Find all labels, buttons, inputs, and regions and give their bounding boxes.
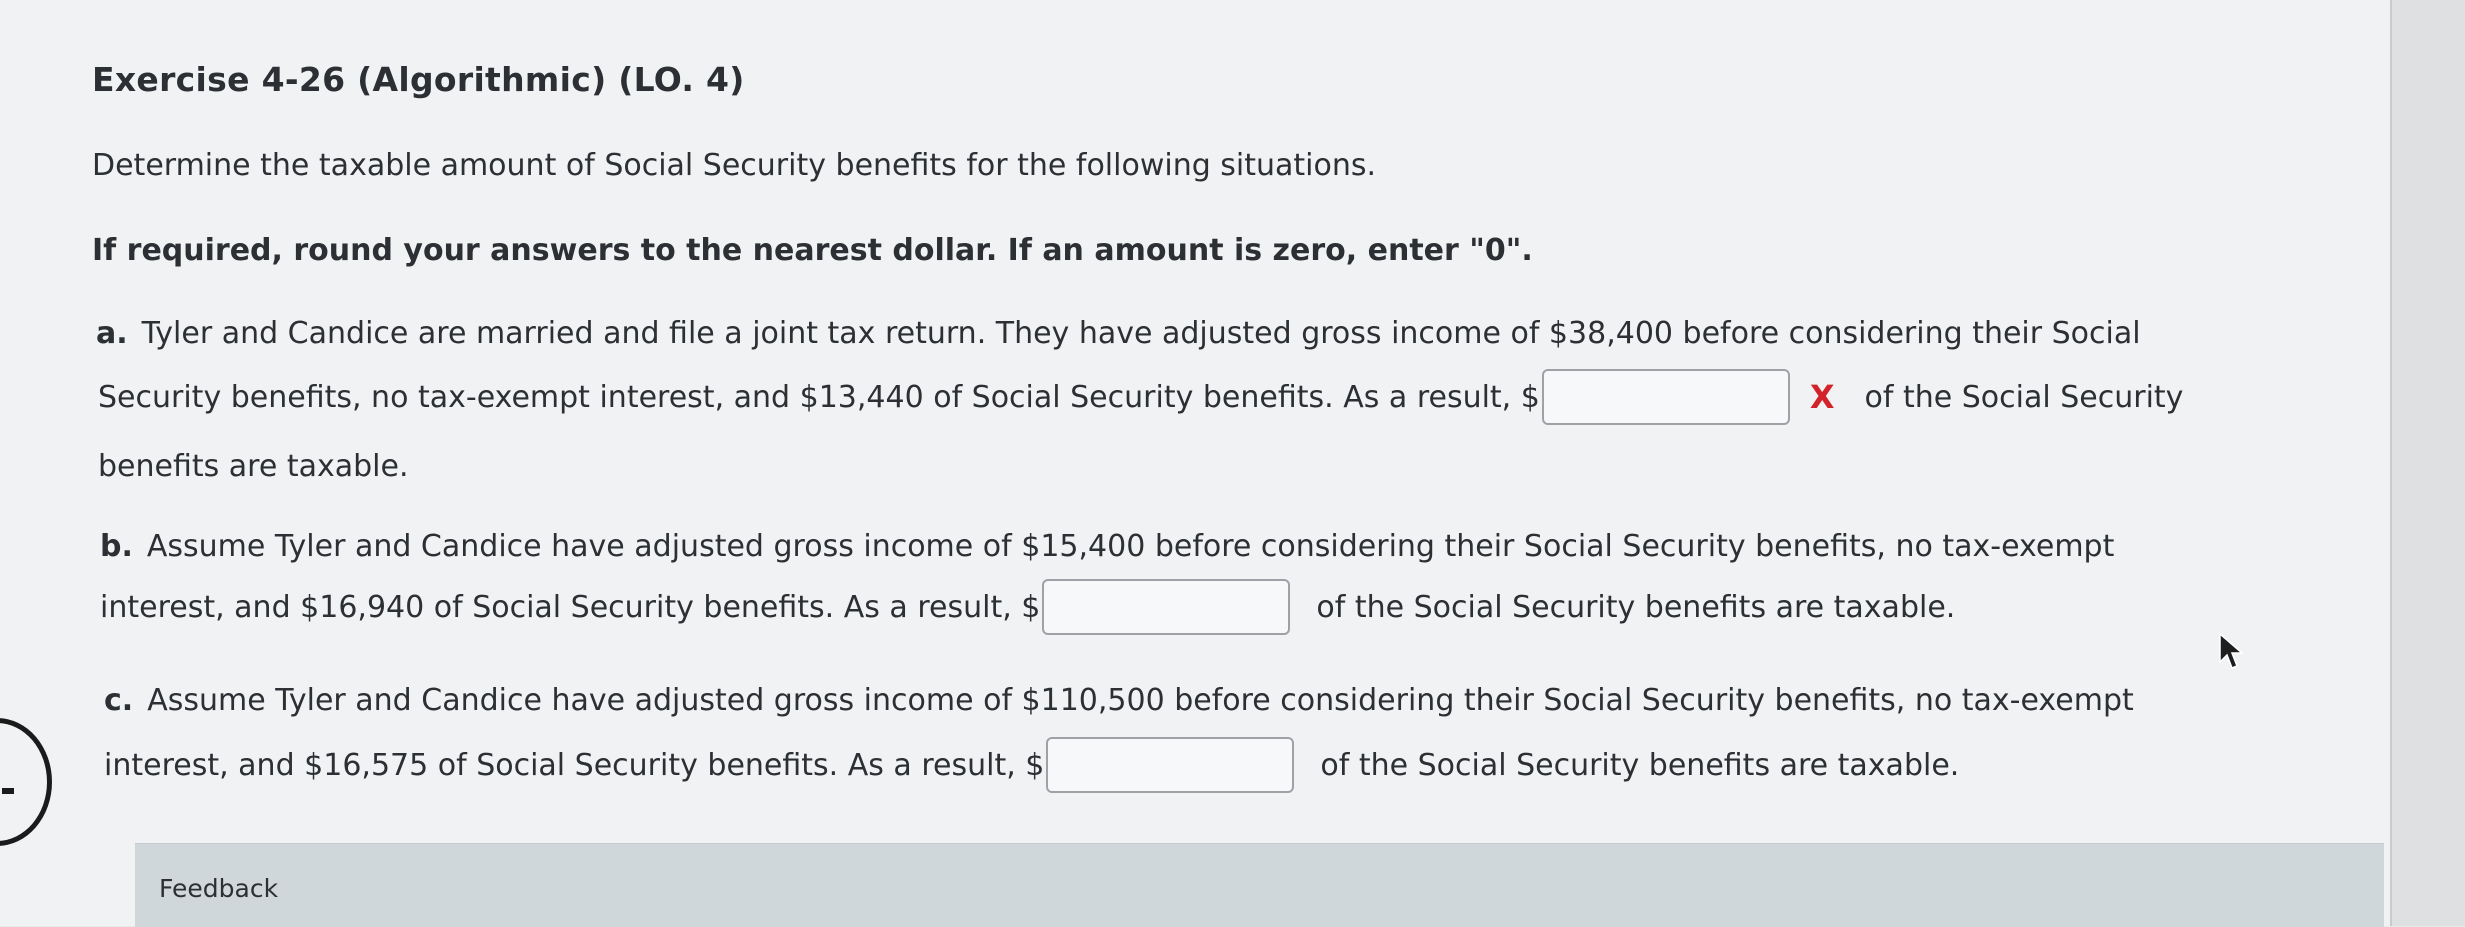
part-b-answer-input[interactable] [1042, 579, 1290, 635]
part-c-text-3: of the Social Security benefits are taxable. [1320, 747, 1960, 783]
part-b-text-2: interest, and $16,940 of Social Security benefits. As a result, $ [100, 589, 1041, 625]
part-b-line-1 [100, 529, 2114, 564]
exercise-intro: Determine the taxable amount of Social Security benefits for the following situations. [92, 148, 1377, 183]
feedback-label: Feedback [159, 874, 279, 903]
side-nav-circle-button[interactable] [0, 718, 52, 846]
right-margin [2392, 0, 2465, 926]
part-a-line-1 [96, 316, 2141, 351]
exercise-title: Exercise 4-26 (Algorithmic) (LO. 4) [92, 60, 745, 99]
part-b-line-2 [100, 579, 1955, 635]
incorrect-x-icon: X [1809, 378, 1835, 416]
part-b-letter: b. [100, 529, 133, 564]
part-a-line-2 [98, 369, 2183, 425]
mouse-cursor-icon [2218, 632, 2248, 672]
rounding-instruction: If required, round your answers to the nearest dollar. If an amount is zero, enter "0". [92, 233, 1533, 268]
part-a-text-1: Tyler and Candice are married and file a joint tax return. They have adjusted gross income of $38,400 before considering their Social [141, 316, 2141, 351]
feedback-section[interactable] [135, 843, 2384, 927]
part-a-letter: a. [96, 316, 128, 351]
part-c-answer-input[interactable] [1046, 737, 1294, 793]
part-c-line-1 [104, 683, 2134, 718]
part-c-text-2: interest, and $16,575 of Social Security benefits. As a result, $ [104, 747, 1045, 783]
side-nav-dash-icon [2, 788, 14, 794]
part-b-text-3: of the Social Security benefits are taxable. [1316, 589, 1956, 625]
part-a-answer-input[interactable] [1542, 369, 1790, 425]
part-c-line-2 [104, 737, 1959, 793]
part-a-text-3: of the Social Security [1864, 379, 2184, 415]
part-b-text-1: Assume Tyler and Candice have adjusted gross income of $15,400 before considering their Social Security benefits, no tax-exempt [146, 529, 2115, 564]
part-c-text-1: Assume Tyler and Candice have adjusted gross income of $110,500 before considering their Social Security benefits, no tax-exempt [147, 683, 2134, 718]
part-a-text-2: Security benefits, no tax-exempt interest, and $13,440 of Social Security benefits. As a result, $ [98, 379, 1540, 415]
part-a-text-4: benefits are taxable. [98, 449, 409, 484]
part-a-line-3 [98, 449, 409, 484]
part-c-letter: c. [104, 683, 134, 718]
